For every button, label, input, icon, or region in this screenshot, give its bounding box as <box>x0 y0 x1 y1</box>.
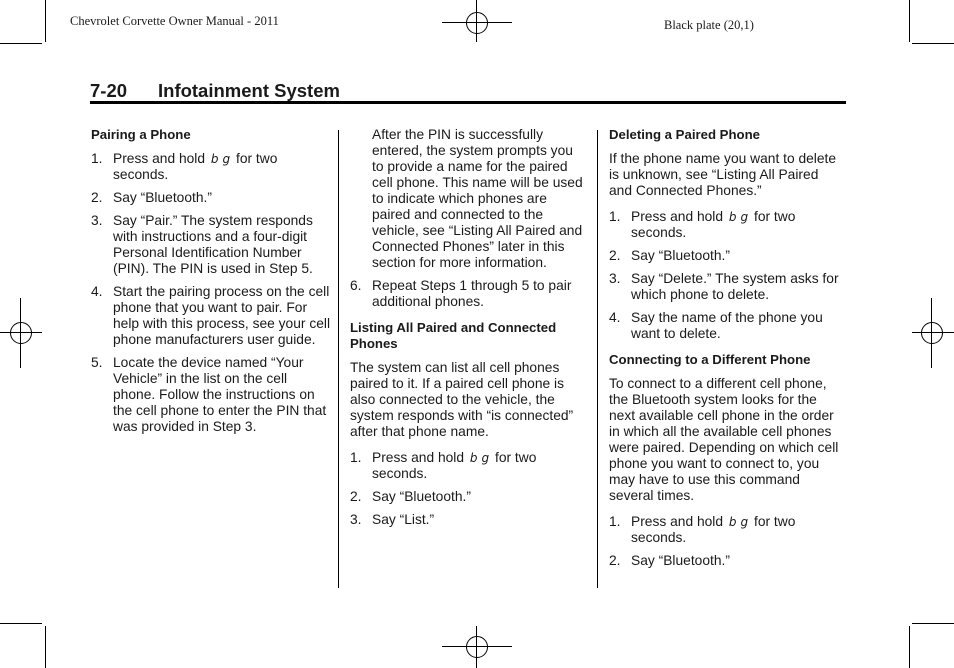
list-item: 2. Say “Bluetooth.” <box>609 248 730 263</box>
page-number: 7-20 <box>90 80 128 101</box>
voice-icon: g <box>222 152 231 166</box>
manual-title: Chevrolet Corvette Owner Manual - 2011 <box>70 14 279 28</box>
list-item: 4. Say the name of the phone you want to delete. <box>609 310 823 341</box>
section-heading: Deleting a Paired Phone <box>609 127 760 142</box>
paragraph: If the phone name you want to delete is unknown, see “Listing All Paired and Connected Phones.” <box>609 151 837 198</box>
phone-icon: b <box>728 515 737 529</box>
crop-mark <box>0 623 42 624</box>
crop-mark <box>45 0 46 42</box>
column-divider <box>597 130 598 588</box>
section-heading: Pairing a Phone <box>91 127 191 142</box>
section-heading: Connecting to a Different Phone <box>609 352 811 367</box>
column-divider <box>338 130 339 588</box>
phone-icon: b <box>469 451 478 465</box>
list-item: 1. Press and hold b g for two seconds. <box>609 514 796 545</box>
phone-icon: b <box>210 152 219 166</box>
list-item: 3. Say “Delete.” The system asks for which phone to delete. <box>609 271 839 302</box>
column-1 <box>91 127 331 442</box>
crop-mark <box>912 623 954 624</box>
list-item: 5. Locate the device named “Your Vehicle” in the list on the cell phone. Follow the instructions on the cell phone to enter the PIN that was provided in Step 3. <box>91 355 327 434</box>
list-item: 4. Start the pairing process on the cell phone that you want to pair. For help with this process, see your cell phone manufacturers user guide. <box>91 284 331 347</box>
column-3 <box>609 127 845 576</box>
list-item: 6. Repeat Steps 1 through 5 to pair additional phones. <box>350 278 572 309</box>
list-item: 3. Say “Pair.” The system responds with instructions and a four-digit Personal Identification Number (PIN). The PIN is used in Step 5. <box>91 213 313 276</box>
section-title: Infotainment System <box>158 80 340 101</box>
voice-icon: g <box>481 451 490 465</box>
title-rule <box>90 101 846 104</box>
crop-mark <box>912 43 954 44</box>
voice-icon: g <box>740 210 749 224</box>
paragraph: To connect to a different cell phone, the Bluetooth system looks for the next available cell phone in the order in which all the available cell phones were paired. Depending on which cell phone you want to connect to, you may have to use this command several times. <box>609 376 839 503</box>
list-item: 1. Press and hold b g for two seconds. <box>91 151 278 182</box>
phone-icon: b <box>728 210 737 224</box>
list-item: 2. Say “Bluetooth.” <box>609 553 730 568</box>
page-title <box>90 80 340 102</box>
crop-mark <box>909 0 910 42</box>
paragraph: The system can list all cell phones paired to it. If a paired cell phone is also connected to the vehicle, the system responds with “is connected” after that phone name. <box>350 360 574 439</box>
crop-mark <box>0 43 42 44</box>
column-2 <box>350 127 588 535</box>
list-item: 3. Say “List.” <box>350 512 435 527</box>
plate-label: Black plate (20,1) <box>664 18 754 32</box>
list-item: 2. Say “Bluetooth.” <box>350 489 471 504</box>
voice-icon: g <box>740 515 749 529</box>
crop-mark <box>909 626 910 668</box>
section-heading: Listing All Paired and Connected Phones <box>350 320 557 351</box>
crop-mark <box>45 626 46 668</box>
list-item: 1. Press and hold b g for two seconds. <box>609 209 796 240</box>
list-item: 1. Press and hold b g for two seconds. <box>350 450 537 481</box>
list-item: 2. Say “Bluetooth.” <box>91 190 212 205</box>
step-continuation: After the PIN is successfully entered, the system prompts you to provide a name for the paired cell phone. This name will be used to indicate which phones are paired and connected to the vehicle, see “Listing All Paired and Connected Phones” later in this section for more information. <box>372 127 583 270</box>
